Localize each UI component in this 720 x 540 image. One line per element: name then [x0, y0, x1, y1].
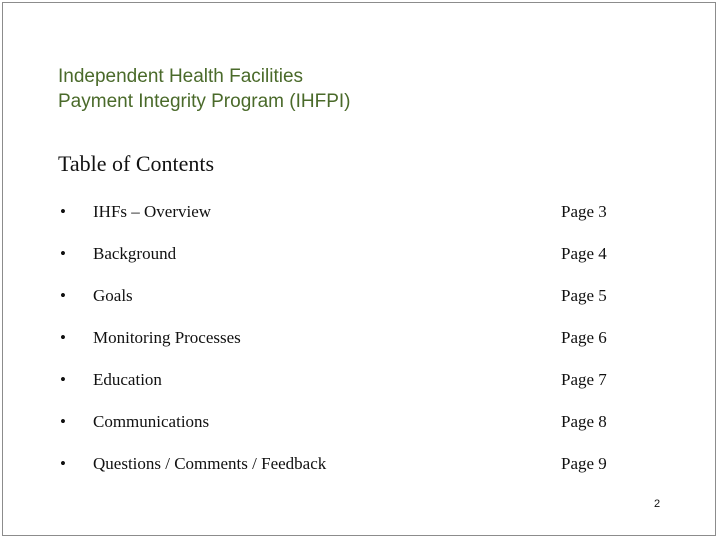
- toc-item-communications: [58, 407, 658, 449]
- toc-item-overview: [58, 197, 658, 239]
- toc-item-label: Education: [93, 370, 162, 389]
- toc-item-page: Page 3: [561, 202, 607, 221]
- toc-heading: Table of Contents: [58, 151, 215, 176]
- bullet-icon: •: [60, 244, 66, 263]
- toc-item-page: Page 4: [561, 244, 607, 263]
- bullet-icon: •: [60, 328, 66, 347]
- toc-item-page: Page 9: [561, 454, 607, 473]
- bullet-icon: •: [60, 202, 66, 221]
- bullet-icon: •: [60, 286, 66, 305]
- toc-item-label: IHFs – Overview: [93, 202, 212, 221]
- title-line-2: Payment Integrity Program (IHFPI): [58, 91, 351, 112]
- toc-item-questions-comments-feedback: [58, 449, 658, 491]
- bullet-icon: •: [60, 412, 66, 431]
- toc-item-page: Page 6: [561, 328, 607, 347]
- toc-item-label: Questions / Comments / Feedback: [93, 454, 327, 473]
- toc-item-page: Page 5: [561, 286, 607, 305]
- toc-item-label: Communications: [93, 412, 210, 431]
- toc-item-label: Background: [93, 244, 177, 263]
- toc-item-page: Page 8: [561, 412, 607, 431]
- toc-item-label: Goals: [93, 286, 133, 305]
- toc-item-page: Page 7: [561, 370, 607, 389]
- toc-item-background: [58, 239, 658, 281]
- slide-title: [58, 64, 350, 114]
- toc-list: [58, 197, 658, 491]
- title-line-1: Independent Health Facilities: [58, 66, 304, 87]
- toc-item-goals: [58, 281, 658, 323]
- slide-number: 2: [654, 498, 661, 510]
- slide: [2, 2, 716, 536]
- bullet-icon: •: [60, 454, 66, 473]
- toc-item-education: [58, 365, 658, 407]
- toc-item-monitoring-processes: [58, 323, 658, 365]
- toc-item-label: Monitoring Processes: [93, 328, 241, 347]
- bullet-icon: •: [60, 370, 66, 389]
